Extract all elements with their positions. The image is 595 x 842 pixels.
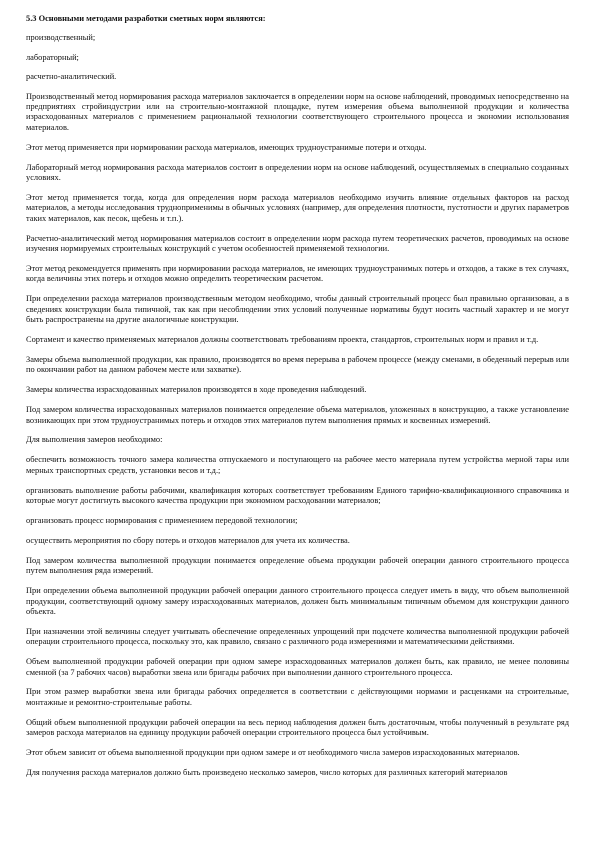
paragraph: Расчетно-аналитический метод нормирования материалов состоит в определении норм расхода путем теоретических расчетов, проводимых на основе изучения нормируемых строительных конструкций с учетом особенностей применяемой технологии.	[26, 233, 569, 254]
paragraph: Для выполнения замеров необходимо:	[26, 435, 163, 445]
requirement-item: обеспечить возможность точного замера количества отпускаемого и поступающего на рабочее место материала путем устройства мерной тары или мерных транспортных средств, установки весов и т.д.;	[26, 455, 569, 475]
paragraph: При этом размер выработки звена или бригады рабочих определяется в соответствии с действующими нормами и расценками на строительные, монтажные и ремонтно-строительные работы.	[26, 687, 569, 707]
paragraph: Под замером количества израсходованных материалов понимается определение объема материалов, уложенных в конструкцию, а также установление возникающих при этом трудноустранимых потерь и отходов этих материалов путем выполнения прямых и косвенных измерений.	[26, 405, 569, 425]
paragraph: Этот метод применяется при нормировании расхода материалов, имеющих трудноустранимые потери и отходы.	[26, 142, 427, 152]
method-item-laboratory: лабораторный;	[26, 52, 79, 62]
paragraph: Этот метод рекомендуется применять при нормировании расхода материалов, не имеющих трудноустранимых потерь и отходов, а также в тех случаях, когда величины этих потерь и отходов можно определить теоретическим расчетом.	[26, 264, 569, 284]
paragraph: При определении объема выполненной продукции рабочей операции данного строительного процесса следует иметь в виду, что объем выполненной продукции, соответствующий одному замеру израсходованных материалов, должен быть минимальным типичным объемом для конструкции данного объекта.	[26, 586, 569, 616]
paragraph: Объем выполненной продукции рабочей операции при одном замере израсходованных материалов должен быть, как правило, не менее половины сменной (за 7 рабочих часов) выработки звена или бригады рабочих при выполнении данного строительного процесса.	[26, 657, 569, 677]
paragraph: Сортамент и качество применяемых материалов должны соответствовать требованиям проекта, стандартов, строительных норм и правил и т.д.	[26, 335, 539, 345]
requirement-item: осуществить мероприятия по сбору потерь и отходов материалов для учета их количества.	[26, 535, 350, 545]
paragraph: Общий объем выполненной продукции рабочей операции на весь период наблюдения должен быть достаточным, чтобы полученный в результате ряд замеров расхода материалов на единицу продукции рабочей операции строительного процесса был устойчивым.	[26, 717, 569, 738]
requirement-item: организовать процесс нормирования с применением передовой технологии;	[26, 516, 298, 525]
requirement-item: организовать выполнение работы рабочими, квалификация которых соответствует требованиям Единого тарифно-квалификационного справочника и которые могут достигнуть высокого качества продукции при экономном расходовании материалов;	[26, 485, 569, 506]
paragraph: Под замером количества выполненной продукции понимается определение объема продукции рабочей операции данного строительного процесса путем выполнения ряда измерений.	[26, 555, 569, 576]
paragraph: Замеры объема выполненной продукции, как правило, производятся во время перерыва в рабочем процессе (между сменами, в обеденный перерыв или по окончании работ на данном рабочем месте или захватке).	[26, 354, 569, 375]
paragraph: Замеры количества израсходованных материалов производятся в ходе проведения наблюдений.	[26, 385, 367, 395]
paragraph: Этот объем зависит от объема выполненной продукции при одном замере и от необходимого числа замеров израсходованных материалов.	[26, 748, 520, 758]
paragraph: При назначении этой величины следует учитывать обеспечение определенных упрощений при подсчете количества выполненной продукции рабочей операции строительного процесса, поскольку это, как правило, связано с различного рода измерениями и математическими действиями.	[26, 626, 569, 647]
paragraph: При определении расхода материалов производственным методом необходимо, чтобы данный строительный процесс был правильно организован, а в сведениях конструкции была типичной, так как при несоблюдении этих условий полученные нормативы будут носить частный характер и не могут быть распространены на другие аналогичные конструкции.	[26, 294, 569, 325]
section-heading: 5.3 Основными методами разработки сметных норм являются:	[26, 14, 266, 23]
paragraph: Этот метод применяется тогда, когда для определения норм расхода материалов необходимо изучить влияние отдельных факторов на расход материалов, а методы исследования трудноприменимы в обычных условиях (например, для определения плотности, пустотности и других параметров таких материалов, как песок, щебень и т.п.).	[26, 192, 569, 223]
method-item-analytical: расчетно-аналитический.	[26, 72, 117, 82]
paragraph: Для получения расхода материалов должно быть произведено несколько замеров, число которых для различных категорий материалов	[26, 768, 508, 777]
method-item-production: производственный;	[26, 33, 96, 43]
paragraph: Производственный метод нормирования расхода материалов заключается в определении норм на основе наблюдений, проводимых непосредственно на предприятиях стройиндустрии или на строительно-монтажной площадке, путем измерения объема выполненной продукции и количества израсходованных материалов с применением рациональной технологии соответствующего строительного процесса и экономии использования материалов.	[26, 91, 569, 132]
paragraph: Лабораторный метод нормирования расхода материалов состоит в определении норм на основе наблюдений, осуществляемых в специально созданных условиях.	[26, 162, 569, 183]
